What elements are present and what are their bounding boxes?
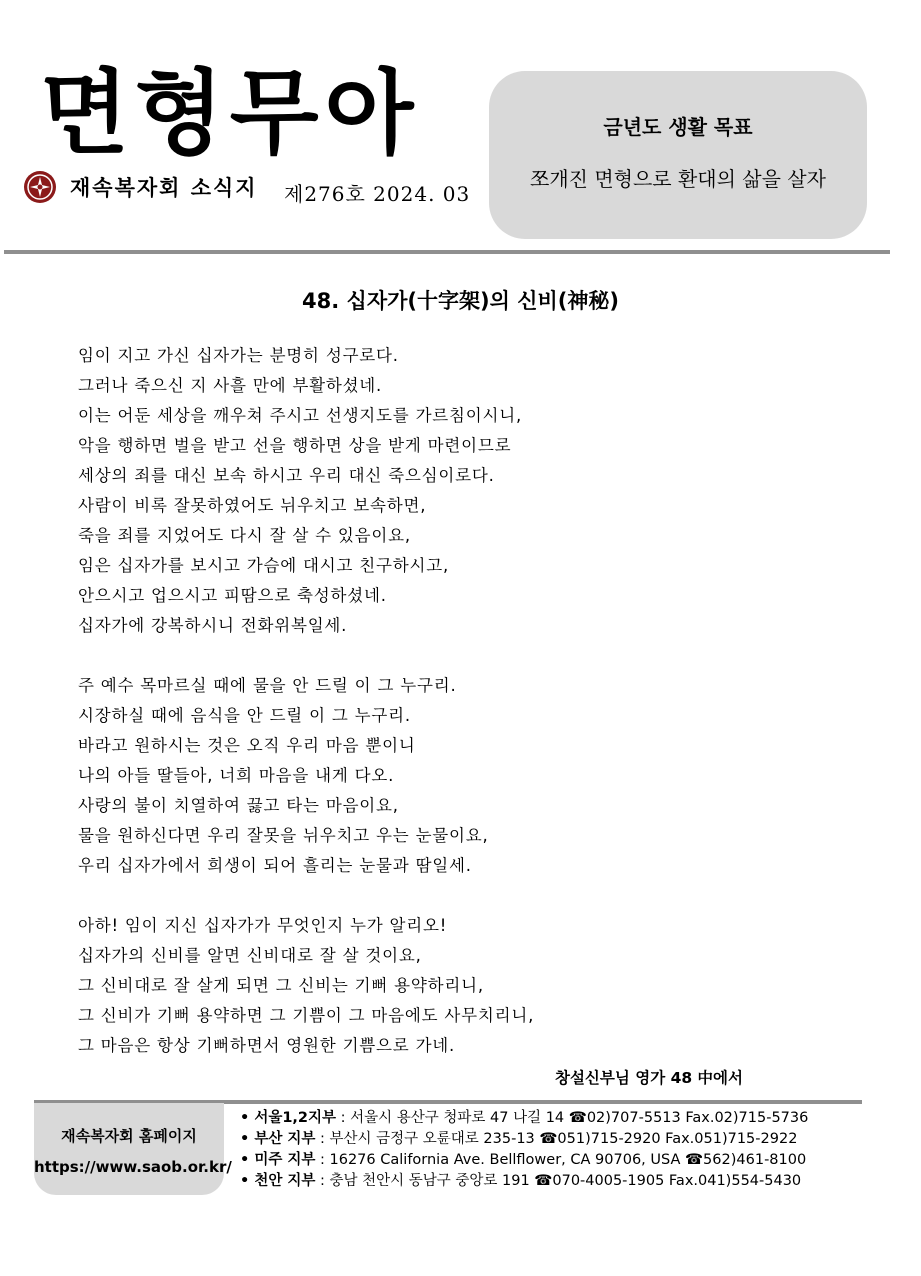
poem-line: 사랑의 불이 치열하여 끓고 타는 마음이요,	[78, 796, 399, 815]
poem-line: 임은 십자가를 보시고 가슴에 대시고 친구하시고,	[78, 556, 450, 575]
branch-detail: : 충남 천안시 동남구 중앙로 191 ☎070-4005-1905 Fax.041)554-5430	[315, 1173, 802, 1189]
poem-line: 십자가의 신비를 알면 신비대로 잘 살 것이요,	[78, 946, 422, 965]
branch-name: • 서울1,2지부	[240, 1110, 337, 1126]
branch-list	[240, 1108, 860, 1192]
poem-attribution: 창설신부님 영가 48 中에서	[554, 1069, 743, 1087]
publisher-name: 재속복자회 소식지	[70, 176, 258, 200]
poem-line: 안으시고 업으시고 피땀으로 축성하셨네.	[78, 586, 387, 605]
poem-line: 사람이 비록 잘못하였어도 뉘우치고 보속하면,	[78, 496, 427, 515]
masthead-title: 면형무아	[40, 59, 420, 167]
poem-stanza	[78, 671, 878, 881]
header-divider	[4, 250, 890, 254]
branch-name: • 미주 지부	[240, 1152, 316, 1168]
poem-line: 주 예수 목마르실 때에 물을 안 드릴 이 그 누구리.	[78, 676, 457, 695]
poem-line: 그러나 죽으신 지 사흘 만에 부활하셨네.	[78, 376, 383, 395]
poem-stanza	[78, 911, 878, 1061]
branch-name: • 부산 지부	[240, 1131, 316, 1147]
branch-item-seoul	[240, 1108, 860, 1129]
poem-line: 세상의 죄를 대신 보속 하시고 우리 대신 죽으심이로다.	[78, 466, 495, 485]
homepage-box	[34, 1103, 232, 1195]
issue-number-date: 제276호 2024. 03	[284, 182, 471, 206]
annual-goal-text: 쪼개진 면형으로 환대의 삶을 살자	[530, 167, 826, 191]
branch-item-cheonan	[240, 1171, 860, 1192]
poem-line: 그 마음은 항상 기뻐하면서 영원한 기쁨으로 가네.	[78, 1036, 456, 1055]
poem-line: 임이 지고 가신 십자가는 분명히 성구로다.	[78, 346, 399, 365]
poem-line: 물을 원하신다면 우리 잘못을 뉘우치고 우는 눈물이요,	[78, 826, 489, 845]
publisher-row	[24, 170, 258, 204]
branch-item-busan	[240, 1129, 860, 1150]
annual-goal-box	[489, 71, 867, 239]
poem-line: 십자가에 강복하시니 전화위복일세.	[78, 616, 348, 635]
poem-line: 죽을 죄를 지었어도 다시 잘 살 수 있음이요,	[78, 526, 411, 545]
poem-line: 시장하실 때에 음식을 안 드릴 이 그 누구리.	[78, 706, 411, 725]
poem-title: 48. 십자가(十字架)의 신비(神秘)	[302, 289, 619, 313]
cross-emblem-icon	[24, 171, 56, 203]
poem-line: 아하! 임이 지신 십자가가 무엇인지 누가 알리오!	[78, 916, 448, 935]
homepage-label: 재속복자회 홈페이지	[61, 1127, 197, 1145]
branch-detail: : 서울시 용산구 청파로 47 나길 14 ☎02)707-5513 Fax.02)715-5736	[336, 1110, 809, 1126]
poem-line: 우리 십자가에서 희생이 되어 흘리는 눈물과 땀일세.	[78, 856, 472, 875]
branch-detail: : 16276 California Ave. Bellflower, CA 90706, USA ☎562)461-8100	[315, 1152, 807, 1168]
poem-line: 나의 아들 딸들아, 너희 마음을 내게 다오.	[78, 766, 395, 785]
poem-line: 그 신비가 기뻐 용약하면 그 기쁨이 그 마음에도 사무치리니,	[78, 1006, 535, 1025]
branch-detail: : 부산시 금정구 오륜대로 235-13 ☎051)715-2920 Fax.051)715-2922	[315, 1131, 798, 1147]
poem-line: 악을 행하면 벌을 받고 선을 행하면 상을 받게 마련이므로	[78, 436, 512, 455]
annual-goal-title: 금년도 생활 목표	[603, 115, 753, 139]
branch-item-usa	[240, 1150, 860, 1171]
poem-line: 그 신비대로 잘 살게 되면 그 신비는 기뻐 용약하리니,	[78, 976, 484, 995]
poem-stanza	[78, 341, 878, 641]
poem-line: 바라고 원하시는 것은 오직 우리 마음 뿐이니	[78, 736, 416, 755]
homepage-link[interactable]: https://www.saob.or.kr/	[34, 1158, 232, 1176]
poem-line: 이는 어둔 세상을 깨우쳐 주시고 선생지도를 가르침이시니,	[78, 406, 523, 425]
branch-name: • 천안 지부	[240, 1173, 316, 1189]
poem-body	[78, 341, 878, 1061]
